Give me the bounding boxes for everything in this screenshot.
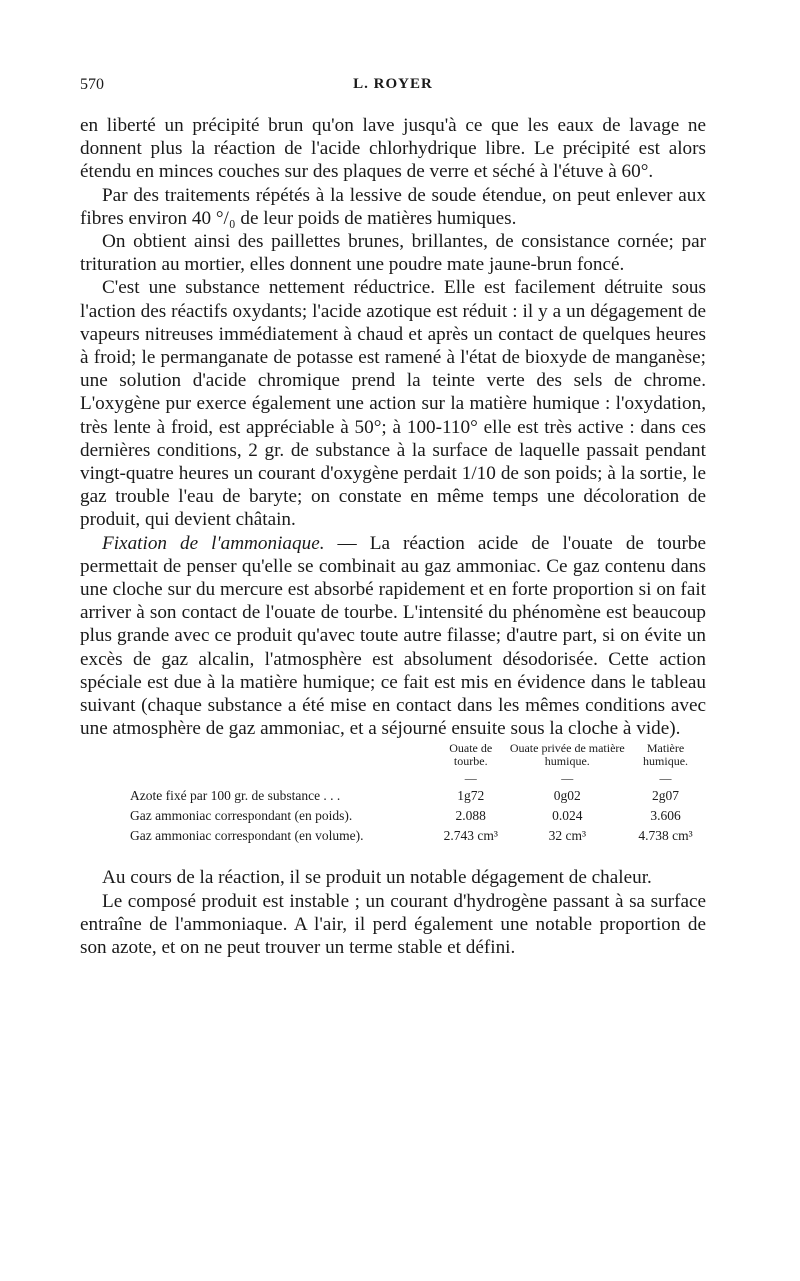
column-header: Ouate privée de matière humique. xyxy=(509,741,625,769)
document-page xyxy=(80,76,706,959)
table-cell: 2g07 xyxy=(652,788,680,804)
section-heading: Fixation de l'ammoniaque. xyxy=(102,532,325,554)
table-dash-row xyxy=(128,770,704,786)
table-header-row xyxy=(128,742,704,770)
paragraph: On obtient ainsi des paillettes brunes, brillantes, de consistance cornée; par trituration au mortier, elles donnent une poudre mate jaune-brun foncé. xyxy=(80,231,706,276)
table-dash: — xyxy=(464,771,477,786)
paragraph: Le composé produit est instable ; un courant d'hydrogène passant à sa surface entraîne de l'ammoniaque. A l'air, il perd également une notable proportion de son azote, et on ne peut trouver un terme stable et défini. xyxy=(80,890,706,959)
body-text xyxy=(80,114,706,959)
fixation-text: — La réaction acide de l'ouate de tourbe permettait de penser qu'elle se combinait au gaz ammoniac. Ce gaz contenu dans une cloche sur du mercure est absorbé rapidement et en forte proportion si on fait arriver à son contact de l'ouate de tourbe. L'intensité du phénomène est beaucoup plus grande avec ce produit qu'avec toute autre filasse; d'autre part, si on évite un excès de gaz alcalin, l'atmosphère est absolument désodorisée. Cette action spéciale est due à la matière humique; ce fait est mis en évidence dans le tableau suivant (chaque substance a été mise en contact dans les mêmes conditions avec une atmosphère de gaz ammoniac, et a séjourné ensuite sous la cloche à vide). xyxy=(80,532,706,740)
closing-paragraphs xyxy=(80,866,706,959)
table-cell: 32 cm³ xyxy=(548,828,586,844)
row-label: Azote fixé par 100 gr. de substance . . . xyxy=(130,788,341,804)
row-label: Gaz ammoniac correspondant (en volume). xyxy=(130,828,364,844)
page-number: 570 xyxy=(80,76,104,93)
column-header: Ouate de tourbe. xyxy=(449,741,493,769)
table-cell: 0.024 xyxy=(552,808,583,824)
table-cell: 3.606 xyxy=(650,808,681,824)
table-row xyxy=(128,786,704,806)
paragraph: C'est une substance nettement réductrice. Elle est facilement détruite sous l'action des réactifs oxydants; l'acide azotique est réduit : il y a un dégagement de vapeurs nitreuses immédiatement à chaud et après un contact de quelques heures à froid; le permanganate de potasse est ramené à l'état de bioxyde de manganèse; une solution d'acide chromique prend la teinte verte des sels de chrome. L'oxygène pur exerce également une action sur la matière humique : l'oxydation, très lente à froid, est appréciable à 50°; à 100-110° elle est très active : dans ces dernières conditions, 2 gr. de substance à la surface de laquelle passait pendant vingt-quatre heures un courant d'oxygène perdait 1/10 de son poids; à la sortie, le gaz trouble l'eau de baryte; on constate en même temps une décoloration de produit, qui devient châtain. xyxy=(80,277,706,531)
table-cell: 4.738 cm³ xyxy=(638,828,693,844)
row-label: Gaz ammoniac correspondant (en poids). xyxy=(130,808,353,824)
table-row xyxy=(128,806,704,826)
fixation-paragraph xyxy=(80,532,706,741)
column-header: Matière humique. xyxy=(643,741,689,769)
table-dash: — xyxy=(561,771,574,786)
table-cell: 0g02 xyxy=(553,788,581,804)
table-cell: 2.088 xyxy=(455,808,486,824)
table-header-empty xyxy=(128,742,434,770)
table-dash: — xyxy=(659,771,672,786)
running-title: L. ROYER xyxy=(353,76,433,92)
page-header xyxy=(80,76,706,100)
table-cell: 2.743 cm³ xyxy=(443,828,498,844)
table-row xyxy=(128,826,704,846)
paragraph: Par des traitements répétés à la lessive de soude étendue, on peut enlever aux fibres environ 40 °/₀ de leur poids de matières humiques. xyxy=(80,184,706,229)
paragraph: en liberté un précipité brun qu'on lave jusqu'à ce que les eaux de lavage ne donnent plus la réaction de l'acide chlorhydrique libre. Le précipité est alors étendu en minces couches sur des plaques de verre et séché à l'étuve à 60°. xyxy=(80,115,706,183)
table-cell: 1g72 xyxy=(457,788,485,804)
paragraph: Au cours de la réaction, il se produit un notable dégagement de chaleur. xyxy=(102,867,652,889)
results-table xyxy=(128,742,704,846)
table-dash-empty xyxy=(128,770,434,786)
